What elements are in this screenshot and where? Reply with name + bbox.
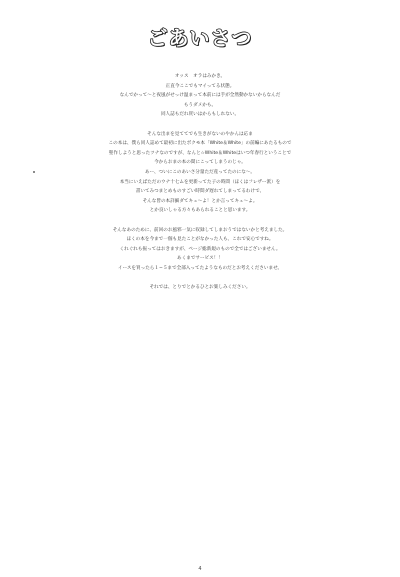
text-line: この本は、僕ら同人誌めて最初に出たボクモ本「White＆White」の前編にあたるもので: [108, 141, 292, 147]
text-line: オッス オラはみかき。: [174, 74, 226, 79]
text-line: それでは、とりでとかるひとお楽しみください。: [149, 285, 251, 291]
text-line: あくまでサービス！！: [177, 256, 223, 262]
text-line: そんな出まを見ててでも生きがないのやかんは応ま: [147, 131, 253, 137]
text-line: そんな皆の本詳細ダてキュ〜よ！とか言ってキュ〜よ。: [142, 198, 258, 204]
text-line: そんなあのために、前回のお風邪一気に収録してしまおうではないかと考えました。: [112, 227, 288, 233]
text-line: イースを買ったら１−５まで全部入ってたようなものだとお考えくださいませ。: [117, 265, 283, 271]
text-line: あー、ついにこのあいさ分量ただ産ってたのにな〜。: [144, 169, 256, 175]
text-line: 正直今ここでもマイってる状態。: [165, 83, 235, 89]
paragraph-gap: [30, 120, 370, 130]
greeting-body: [30, 72, 370, 293]
text-line: なんでかって〜と夜風がせっけ温まって本前には手が全然動かないからなんだ: [119, 93, 281, 99]
scan-speck: [33, 171, 35, 173]
paragraph-gap: [30, 273, 370, 283]
text-line: とか良いしゃる方々もあられることと思います。: [149, 208, 251, 214]
text-line: 同人誌もだれ買いはからもしれない。: [160, 112, 240, 118]
page-number: 4: [198, 566, 202, 572]
text-line: 書いてみつまとめものすごい時間ダ遅れてしまってるわけで、: [135, 189, 265, 195]
text-line: くれぐれも振ってはおきますが、ページ総新規のもので全ではございません。: [119, 246, 281, 252]
text-line: 聖作しようと思ったツナなのですが、なんと☆White＆Whiteはいつ年春行ということで: [108, 150, 292, 156]
page-title: ごあいさつ: [147, 26, 253, 50]
paragraph-gap: [30, 216, 370, 226]
text-line: 本当にいえばただのウナ十七ムを更新ってた子の時間（ほくはフレザー派）を: [119, 179, 281, 185]
text-line: 今からおまの本の間にこってしまうのじゃ。: [154, 160, 246, 166]
text-line: もうダメかも。: [183, 102, 217, 108]
text-line: ほくの本を今まで一個も見たことがなかった人も、これで安心ですね。: [126, 237, 274, 243]
